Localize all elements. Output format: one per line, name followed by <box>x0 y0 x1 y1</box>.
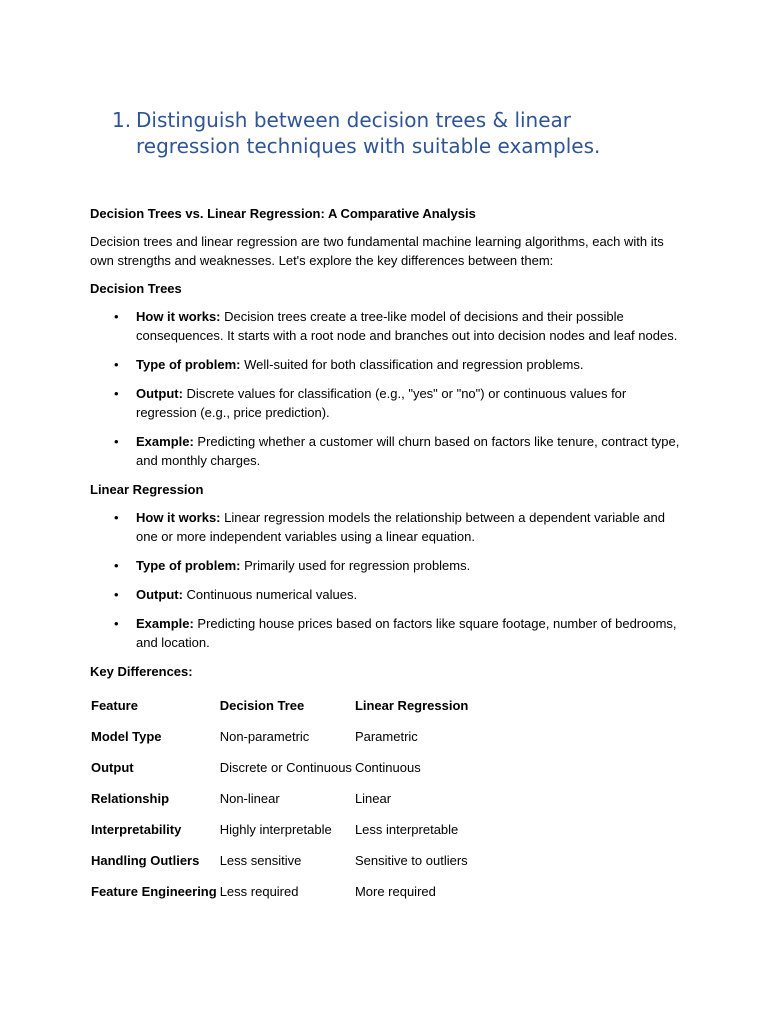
bullet-text: Predicting whether a customer will churn based on factors like tenure, contract type, and monthly charges. <box>136 434 680 468</box>
bullet-text: Primarily used for regression problems. <box>240 558 471 573</box>
feature-cell: Interpretability <box>91 822 182 837</box>
linear-regression-list <box>90 508 690 652</box>
list-item <box>90 355 690 374</box>
table-row <box>90 814 537 845</box>
bullet-glyph: • <box>114 434 119 449</box>
list-item <box>90 508 690 546</box>
linear-regression-cell: Linear <box>354 791 392 806</box>
section-title-linear-regression: Linear Regression <box>90 482 204 497</box>
bullet-text: Well-suited for both classification and regression problems. <box>240 357 584 372</box>
bullet-glyph: • <box>114 357 119 372</box>
feature-cell: Handling Outliers <box>91 853 200 868</box>
bullet-label: Output: <box>136 587 183 602</box>
intro-paragraph: Decision trees and linear regression are two fundamental machine learning algorithms, each with its own strengths and weaknesses. Let's explore the key differences between them: <box>90 234 664 268</box>
heading-number: 1. <box>112 108 132 132</box>
table-header-cell: Decision Tree <box>219 698 305 713</box>
section-title-decision-trees: Decision Trees <box>90 281 182 296</box>
table-row <box>90 845 537 876</box>
feature-cell: Feature Engineering <box>91 884 217 899</box>
bullet-label: Example: <box>136 434 194 449</box>
decision-tree-cell: Less required <box>219 884 299 899</box>
bullet-glyph: • <box>114 587 119 602</box>
table-row <box>90 876 537 907</box>
list-item <box>90 585 690 604</box>
decision-tree-cell: Discrete or Continuous <box>219 760 352 775</box>
comparison-table <box>90 690 537 907</box>
linear-regression-cell: More required <box>354 884 436 899</box>
document-title: Decision Trees vs. Linear Regression: A Comparative Analysis <box>90 206 476 221</box>
linear-regression-cell: Less interpretable <box>354 822 459 837</box>
bullet-glyph: • <box>114 309 119 324</box>
list-item <box>90 614 690 652</box>
decision-trees-list <box>90 307 690 470</box>
bullet-label: Output: <box>136 386 183 401</box>
list-item <box>90 384 690 422</box>
bullet-glyph: • <box>114 558 119 573</box>
feature-cell: Output <box>91 760 134 775</box>
decision-tree-cell: Highly interpretable <box>219 822 332 837</box>
heading-text: Distinguish between decision trees & linear regression techniques with suitable examples. <box>136 108 601 158</box>
linear-regression-cell: Parametric <box>354 729 418 744</box>
list-item <box>90 307 690 345</box>
bullet-label: How it works: <box>136 510 221 525</box>
table-header-cell: Linear Regression <box>354 698 469 713</box>
list-item <box>90 556 690 575</box>
bullet-label: How it works: <box>136 309 221 324</box>
bullet-text: Predicting house prices based on factors like square footage, number of bedrooms, and location. <box>136 616 677 650</box>
bullet-text: Decision trees create a tree-like model of decisions and their possible consequences. It starts with a root node and branches out into decision nodes and leaf nodes. <box>136 309 678 343</box>
feature-cell: Relationship <box>91 791 170 806</box>
list-item <box>90 432 690 470</box>
decision-tree-cell: Non-linear <box>219 791 280 806</box>
linear-regression-cell: Sensitive to outliers <box>354 853 468 868</box>
bullet-glyph: • <box>114 386 119 401</box>
question-heading <box>112 107 632 159</box>
linear-regression-cell: Continuous <box>354 760 421 775</box>
bullet-text: Discrete values for classification (e.g., "yes" or "no") or continuous values for regression (e.g., price prediction). <box>136 386 627 420</box>
bullet-text: Continuous numerical values. <box>182 587 358 602</box>
feature-cell: Model Type <box>91 729 162 744</box>
table-header-cell: Feature <box>91 698 138 713</box>
table-row <box>90 783 537 814</box>
key-differences-title: Key Differences: <box>90 664 193 679</box>
bullet-label: Example: <box>136 616 194 631</box>
bullet-glyph: • <box>114 510 119 525</box>
decision-tree-cell: Non-parametric <box>219 729 310 744</box>
bullet-label: Type of problem: <box>136 558 241 573</box>
decision-tree-cell: Less sensitive <box>219 853 302 868</box>
table-header-row <box>90 690 537 721</box>
bullet-label: Type of problem: <box>136 357 241 372</box>
table-row <box>90 721 537 752</box>
table-row <box>90 752 537 783</box>
bullet-glyph: • <box>114 616 119 631</box>
document-body <box>90 204 690 907</box>
bullet-text: Linear regression models the relationship between a dependent variable and one or more independent variables using a linear equation. <box>136 510 665 544</box>
